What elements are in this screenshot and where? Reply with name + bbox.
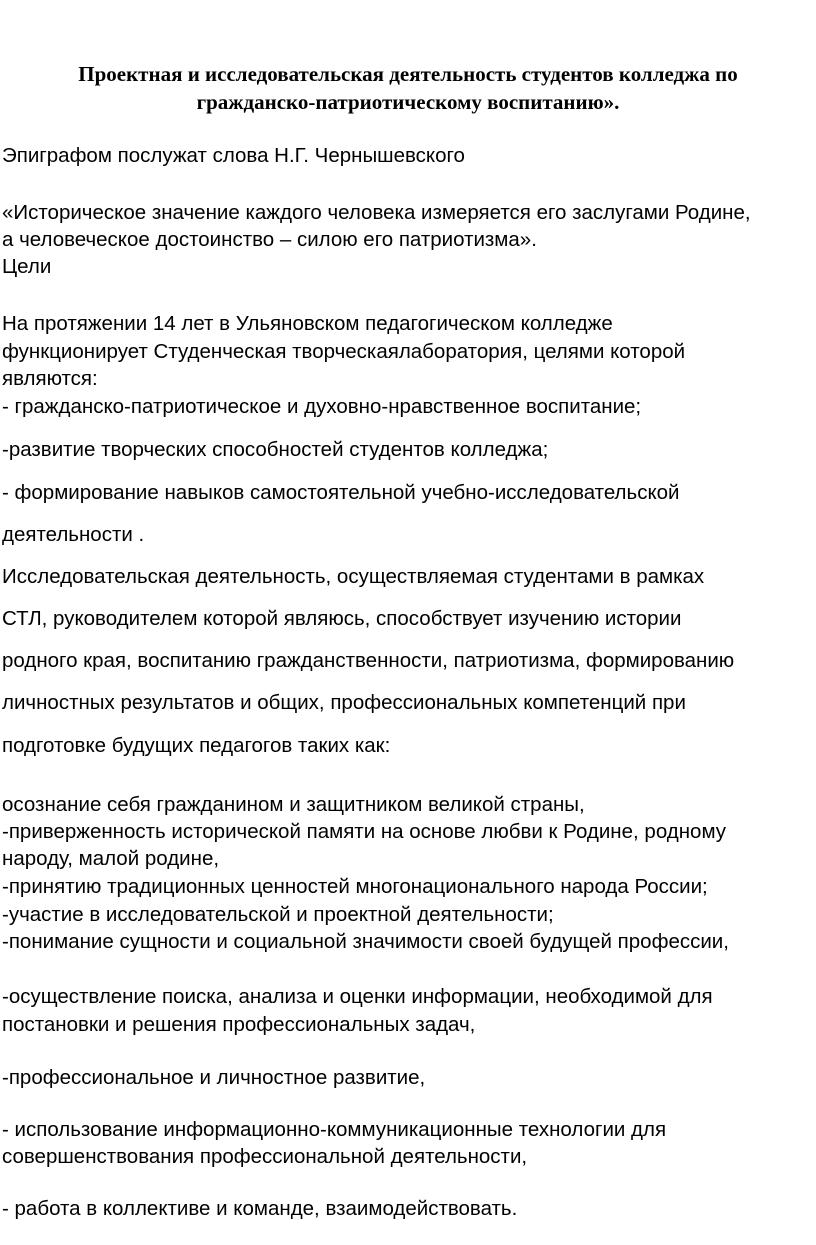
competency-item-1: осознание себя гражданином и защитником великой страны, (2, 793, 585, 816)
intro-line-2: функционирует Студенческая творческаялаборатория, целями которой (2, 340, 686, 363)
competency-item-7: -профессиональное и личностное развитие, (2, 1066, 426, 1089)
intro-line-1: На протяжении 14 лет в Ульяновском педагогическом колледже (2, 312, 613, 335)
competency-item-2-line-1: -приверженность исторической памяти на основе любви к Родине, родному (2, 820, 727, 843)
competency-item-4: -участие в исследовательской и проектной деятельности; (2, 903, 554, 926)
quote-line-1: «Историческое значение каждого человека измеряется его заслугами Родине, (2, 201, 751, 224)
title-line-1: Проектная и исследовательская деятельность студентов колледжа по (78, 62, 738, 86)
goal-item-1: - гражданско-патриотическое и духовно-нравственное воспитание; (2, 395, 642, 418)
goals-heading: Цели (2, 255, 52, 278)
competency-item-3: -принятию традиционных ценностей многонационального народа России; (2, 875, 708, 898)
quote-line-2: а человеческое достоинство – силою его патриотизма». (2, 228, 537, 251)
competency-item-6-line-2: постановки и решения профессиональных задач, (2, 1013, 476, 1036)
epigraph-intro: Эпиграфом послужат слова Н.Г. Чернышевского (2, 144, 465, 167)
competency-item-2-line-2: народу, малой родине, (2, 847, 220, 870)
competency-item-5: -понимание сущности и социальной значимости своей будущей профессии, (2, 930, 729, 953)
research-line-4: личностных результатов и общих, профессиональных компетенций при (2, 691, 686, 714)
competency-item-8-line-2: совершенствования профессиональной деятельности, (2, 1145, 528, 1168)
competency-item-8-line-1: - использование информационно-коммуникационные технологии для (2, 1118, 667, 1141)
document-title (0, 60, 816, 116)
competency-item-9: - работа в коллективе и команде, взаимодействовать. (2, 1197, 518, 1220)
goal-item-3-line-2: деятельности . (2, 523, 145, 546)
research-line-2: СТЛ, руководителем которой являюсь, способствует изучению истории (2, 607, 682, 630)
title-line-2: гражданско-патриотическому воспитанию». (196, 90, 620, 114)
intro-line-3: являются: (2, 367, 98, 390)
research-line-3: родного края, воспитанию гражданственности, патриотизма, формированию (2, 649, 735, 672)
goal-item-3-line-1: - формирование навыков самостоятельной учебно-исследовательской (2, 481, 680, 504)
research-line-1: Исследовательская деятельность, осуществляемая студентами в рамках (2, 565, 705, 588)
goal-item-2: -развитие творческих способностей студентов колледжа; (2, 438, 549, 461)
research-line-5: подготовке будущих педагогов таких как: (2, 734, 391, 757)
competency-item-6-line-1: -осуществление поиска, анализа и оценки информации, необходимой для (2, 985, 713, 1008)
